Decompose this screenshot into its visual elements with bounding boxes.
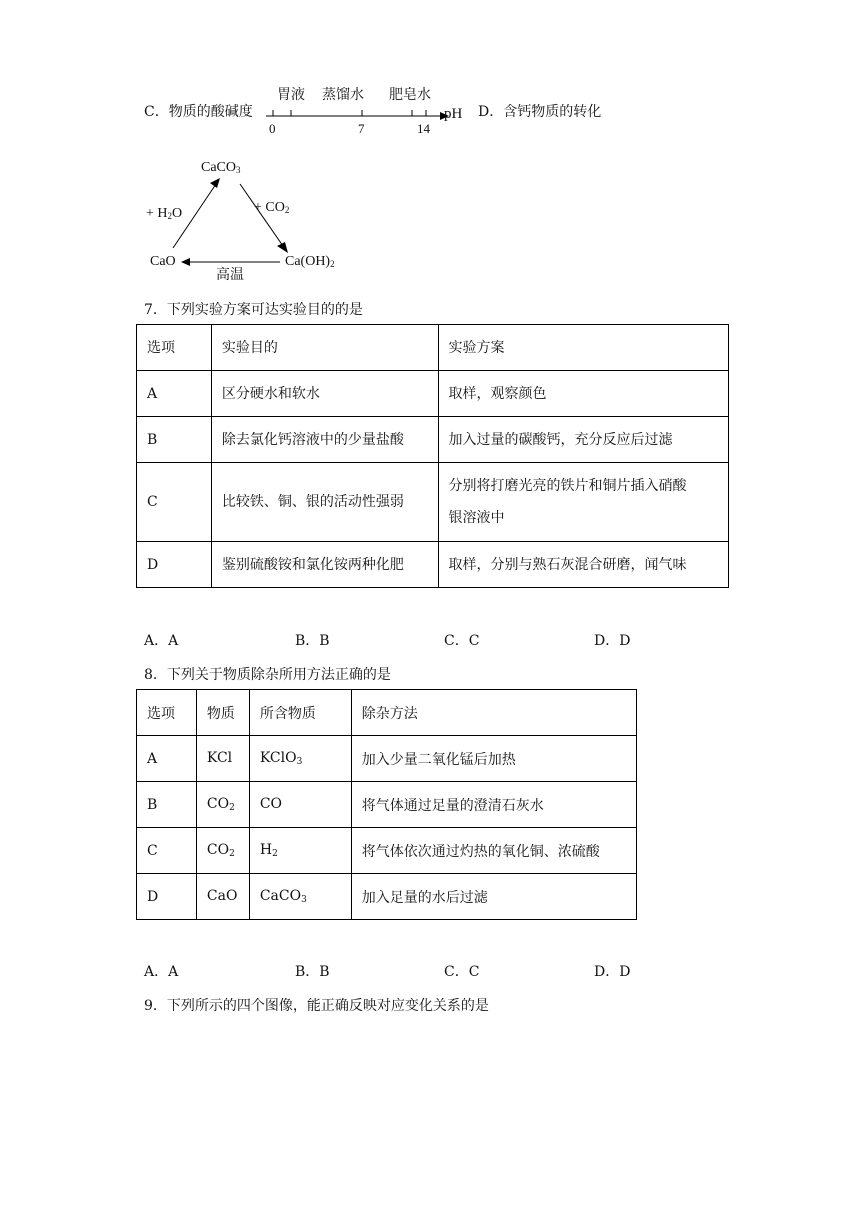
table-cell: C bbox=[137, 828, 197, 874]
table-header: 实验目的 bbox=[211, 325, 438, 371]
table-row bbox=[137, 463, 729, 542]
q8-table bbox=[136, 689, 637, 920]
table-row bbox=[137, 417, 729, 463]
table-cell: 分别将打磨光亮的铁片和铜片插入硝酸 银溶液中 bbox=[438, 463, 729, 542]
table-header: 除杂方法 bbox=[351, 690, 636, 736]
answer-option-b[interactable]: B．B bbox=[295, 964, 330, 980]
co2-arrow-label: + $CO_2$ bbox=[254, 200, 290, 215]
table-row bbox=[137, 371, 729, 417]
question-7: 7．下列实验方案可达实验目的的是 bbox=[144, 302, 363, 318]
ph-label-soap: 肥皂水 bbox=[389, 87, 431, 103]
table-cell: D bbox=[137, 542, 212, 588]
table-cell: 比较铁、铜、银的活动性强弱 bbox=[211, 463, 438, 542]
table-cell: 将气体通过足量的澄清石灰水 bbox=[351, 782, 636, 828]
option-c-label: C．物质的酸碱度 bbox=[144, 104, 253, 120]
table-cell: 取样，观察颜色 bbox=[438, 371, 729, 417]
answer-option-c[interactable]: C．C bbox=[444, 964, 480, 980]
table-cell: B bbox=[137, 782, 197, 828]
answer-option-c[interactable]: C．C bbox=[444, 633, 480, 649]
ph-label-stomach: 胃液 bbox=[277, 87, 305, 103]
option-d-label: D．含钙物质的转化 bbox=[478, 104, 602, 120]
ph-scale bbox=[260, 80, 475, 140]
table-row bbox=[137, 690, 637, 736]
caoh2-label: $Ca(OH)_2$ bbox=[285, 254, 335, 269]
ph-tick-0: 0 bbox=[269, 121, 276, 136]
table-row bbox=[137, 874, 637, 920]
table-cell: 加入少量二氧化锰后加热 bbox=[351, 736, 636, 782]
table-cell: A bbox=[137, 371, 212, 417]
answer-option-d[interactable]: D．D bbox=[594, 633, 631, 649]
table-cell: $CO_2$ bbox=[196, 782, 249, 828]
table-cell: 加入足量的水后过滤 bbox=[351, 874, 636, 920]
caco3-label: CaCO$_3$ bbox=[201, 160, 241, 175]
table-cell: B bbox=[137, 417, 212, 463]
table-cell: 除去氯化钙溶液中的少量盐酸 bbox=[211, 417, 438, 463]
cao-label: CaO bbox=[150, 254, 176, 269]
table-cell: KCl bbox=[196, 736, 249, 782]
ph-tick-7: 7 bbox=[358, 121, 365, 136]
answer-option-b[interactable]: B．B bbox=[295, 633, 330, 649]
high-temp-label: 高温 bbox=[216, 267, 244, 283]
answer-option-a[interactable]: A．A bbox=[144, 964, 179, 980]
table-cell: A bbox=[137, 736, 197, 782]
calcium-cycle-diagram bbox=[140, 150, 360, 285]
table-cell: 取样，分别与熟石灰混合研磨，闻气味 bbox=[438, 542, 729, 588]
table-cell: 将气体依次通过灼热的氧化铜、浓硫酸 bbox=[351, 828, 636, 874]
table-row bbox=[137, 782, 637, 828]
table-cell: $CO_2$ bbox=[196, 828, 249, 874]
table-row bbox=[137, 542, 729, 588]
table-row bbox=[137, 828, 637, 874]
table-header: 选项 bbox=[137, 690, 197, 736]
table-cell: 区分硬水和软水 bbox=[211, 371, 438, 417]
table-header: 物质 bbox=[196, 690, 249, 736]
table-header: 选项 bbox=[137, 325, 212, 371]
table-cell: D bbox=[137, 874, 197, 920]
table-row bbox=[137, 736, 637, 782]
ph-label-water: 蒸馏水 bbox=[322, 87, 364, 103]
answer-option-d[interactable]: D．D bbox=[594, 964, 631, 980]
table-cell: KClO$_3$ bbox=[249, 736, 351, 782]
table-row bbox=[137, 325, 729, 371]
table-cell: 加入过量的碳酸钙，充分反应后过滤 bbox=[438, 417, 729, 463]
table-cell: CO bbox=[249, 782, 351, 828]
table-header: 所含物质 bbox=[249, 690, 351, 736]
question-9: 9．下列所示的四个图像，能正确反映对应变化关系的是 bbox=[144, 998, 489, 1014]
q7-table bbox=[136, 324, 729, 588]
answer-option-a[interactable]: A．A bbox=[144, 633, 179, 649]
table-cell: CaO bbox=[196, 874, 249, 920]
question-8: 8．下列关于物质除杂所用方法正确的是 bbox=[144, 667, 391, 683]
table-cell: $H_2$ bbox=[249, 828, 351, 874]
ph-axis bbox=[260, 80, 475, 140]
ph-tick-14: 14 bbox=[417, 121, 430, 136]
table-cell: CaCO$_3$ bbox=[249, 874, 351, 920]
h2o-arrow-label: + $H_2O$ bbox=[146, 206, 183, 221]
ph-axis-label: pH bbox=[444, 106, 463, 122]
table-cell: 鉴别硫酸铵和氯化铵两种化肥 bbox=[211, 542, 438, 588]
table-header: 实验方案 bbox=[438, 325, 729, 371]
table-cell: C bbox=[137, 463, 212, 542]
